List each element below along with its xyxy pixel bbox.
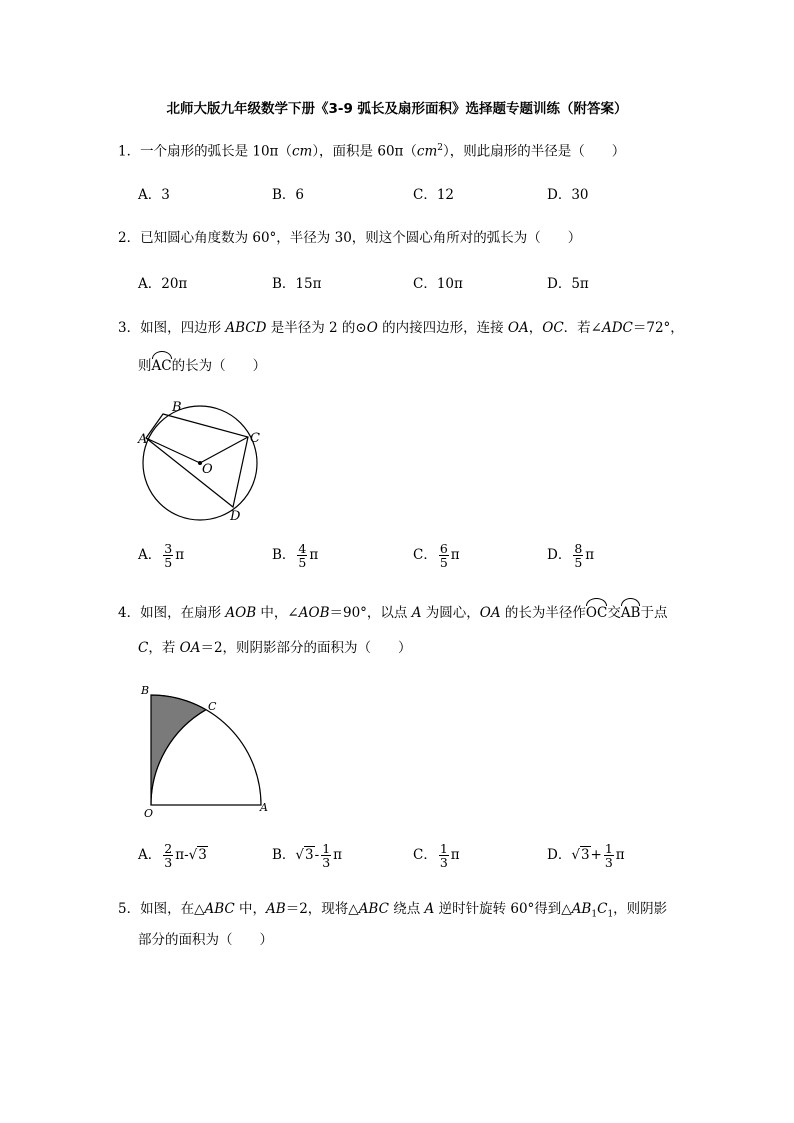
q4-option-c: C． $\frac{1}{3}$ π (413, 841, 460, 870)
arc-ab-symbol: AB (620, 605, 641, 621)
q1-option-a: A．3 (138, 187, 170, 203)
label-o: O (144, 807, 154, 820)
q3-option-a: A． $\frac{3}{5}$ π (138, 541, 185, 570)
q2-option-a: A．20π (138, 276, 188, 292)
q2-option-c: C．10π (413, 276, 463, 292)
q3-circle-figure (130, 392, 280, 527)
arc-ac-symbol: AC (151, 358, 172, 374)
arc-oc-symbol: OC (585, 605, 608, 621)
label-o: O (202, 462, 213, 477)
question-4-stem-line-1: 4．如图，在扇形 AOB 中，∠AOB＝90°，以点 A 为圆心，OA 的长为半径作OC交AB于点 (118, 605, 668, 621)
q3-option-b: B． $\frac{4}{5}$ π (272, 541, 319, 570)
question-3-stem-line-2: 则AC的长为（ ） (138, 358, 267, 374)
q4-option-d: D．√3+ $\frac{1}{3}$ π (547, 841, 625, 870)
q4-sector-figure (136, 680, 276, 820)
q1-option-b: B．6 (272, 187, 305, 203)
label-d: D (230, 509, 241, 524)
label-c: C (250, 431, 260, 446)
q1-option-d: D．30 (547, 187, 589, 203)
quadrilateral-abcd (146, 414, 248, 507)
label-b: B (172, 400, 182, 415)
page-title: 北师大版九年级数学下册《3-9 弧长及扇形面积》选择题专题训练（附答案） (166, 101, 628, 117)
question-4-stem-line-2: C，若 OA＝2，则阴影部分的面积为（ ） (138, 640, 412, 656)
q4-option-b: B．√3- $\frac{1}{3}$ π (272, 841, 343, 870)
label-a: A (260, 801, 268, 814)
question-1-stem: 1．一个扇形的弧长是 10π（cm），面积是 $60\pi(cm^2)$，则此扇形的半径是（ ） (118, 143, 626, 160)
q4-option-a: A． $\frac{2}{3}$ π-√3 (138, 841, 207, 870)
shaded-region (151, 695, 206, 805)
label-a: A (138, 432, 148, 447)
q3-option-c: C． $\frac{6}{5}$ π (413, 541, 460, 570)
q3-option-d: D． $\frac{8}{5}$ π (547, 541, 595, 570)
q2-option-d: D．5π (547, 276, 589, 292)
question-2-stem: 2．已知圆心角度数为 60°，半径为 30，则这个圆心角所对的弧长为（ ） (118, 230, 582, 246)
q1-option-c: C．12 (413, 187, 455, 203)
label-b: B (141, 684, 150, 697)
label-c: C (208, 700, 217, 713)
question-5-stem-line-1: 5．如图，在△ABC 中，AB＝2，现将△ABC 绕点 A 逆时针旋转 60°得到$\triangle AB_1C_1$，则阴影 (118, 901, 668, 920)
segment-oc (200, 437, 248, 463)
question-5-stem-line-2: 部分的面积为（ ） (138, 932, 273, 948)
q2-option-b: B．15π (272, 276, 322, 292)
question-3-stem-line-1: 3．如图，四边形 ABCD 是半径为 2 的⊙O 的内接四边形，连接 OA，OC．若∠ADC＝72°， (118, 320, 684, 336)
